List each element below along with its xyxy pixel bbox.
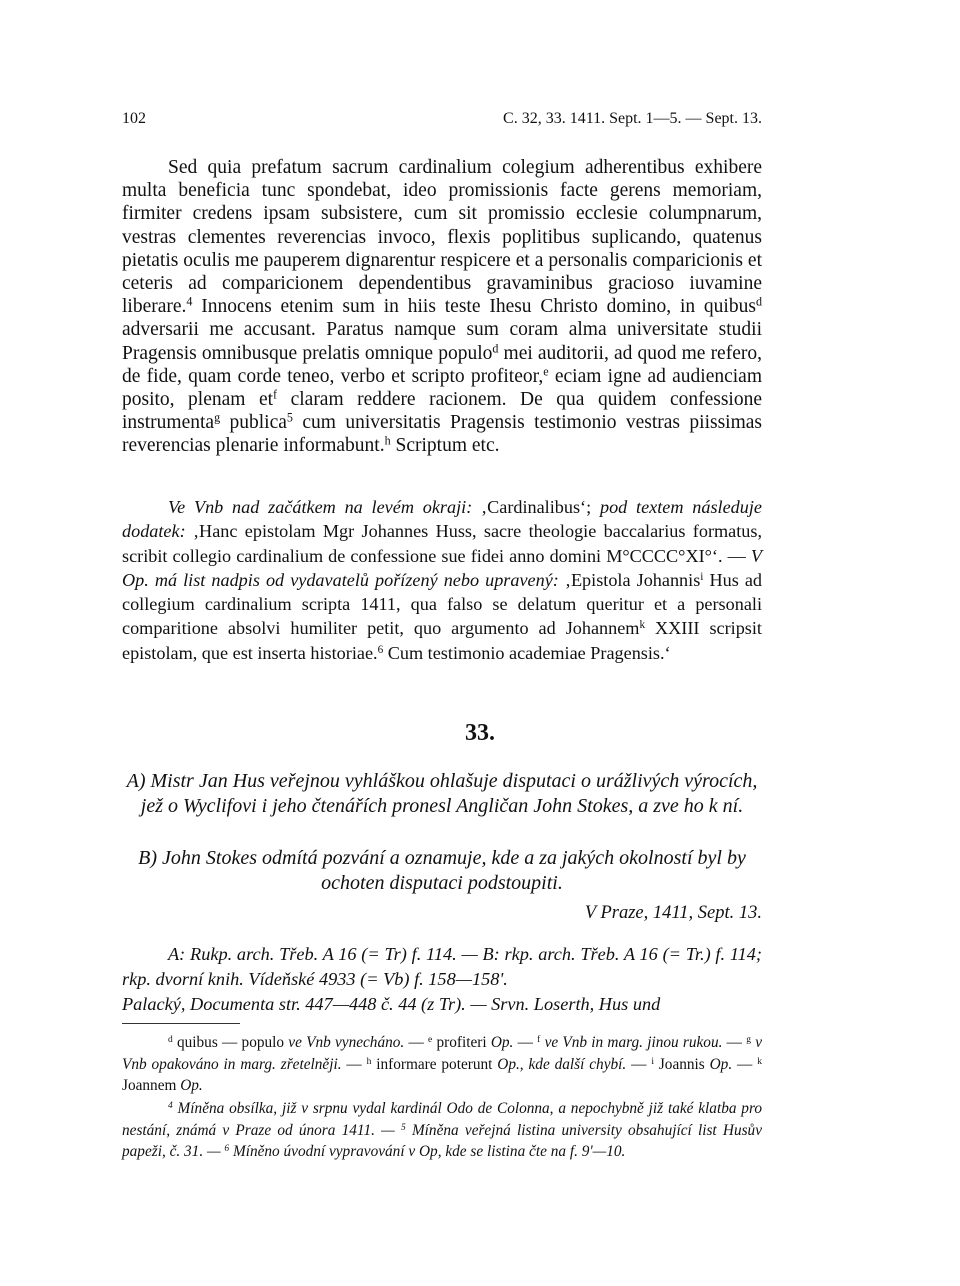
letter-text: Sed quia prefatum sacrum cardinalium colegium adherentibus exhibere multa beneficia tunc spondebat, ideo promissionis facte gerens memoriam, firmiter credens ipsam subsistere, cum sit promissio ecclesie columpnarum, vestras clementes reverencias invoco, flexis poplitibus suplicando, quatenus pietatis oculis me pauperem dignarentur respicere et a personalis comparicionis et ceteris ad comparicionem dependentibus gravaminibus gracioso iuvamine liberare.$^4$ Innocens etenim sum in hiis teste Ihesu Christo domino, in quibus$^d$ adversarii me accusant. Paratus namque sum coram alma universitate studii Pragensis omnibusque prelatis omnique populo$^d$ mei auditorii, ad quod me refero, de fide, quam corde teneo, verbo et scripto profiteor,$^e$ eciam igne ad audienciam posito, plenam $et^f$ claram reddere racionem. De qua quidem confessione instrumenta$^g$ publica$^5$ cum universitatis Pragensis testimonio vestras piissimas reverencias plenarie informabunt.$^h$ Scriptum etc. xyxy=(122,157,763,457)
editorial-note: Ve Vnb nad začátkem na levém okraji: ‚Cardinalibus‘; pod textem následuje dodatek: ‚Hanc epistolam Mgr Johannes Huss, sacre theologie baccalarius formatus, scribit collegio cardinalium de confessione sue fidei anno domini M°CCCC°XI°‘. — V Op. má list nadpis od vydavatelů pořízený nebo upravený: ‚Epistola Johannis$^i$ Hus ad collegium cardinalium scripta 1411, qua falso se delatum queritur et a personali comparitione absolvi humiliter petit, quo argumento ad Johannem$^k$ XXIII scripsit epistolam, que est inserta historiae.$^6$ Cum testimonio academiae Pragensis.‘ xyxy=(122,497,762,663)
footnotes-textual: $^d$ quibus — populo ve Vnb vynecháno. — $^e$ profiteri Op. — $^f$ ve Vnb in marg. jinou rukou. — $^g$ v Vnb opakováno in marg. zřetelněji. — $^h$ informare poterunt Op., kde další chybí. — $^i$ Joannis Op. — $^k$ Joannem Op. xyxy=(122,1034,762,1094)
section-title-b: B) John Stokes odmítá pozvání a oznamuje, kde a za jakých okolností byl by ochoten disputaci podstoupiti. xyxy=(138,847,746,895)
running-head: C. 32, 33. 1411. Sept. 1—5. — Sept. 13. xyxy=(503,110,762,127)
footnote-rule xyxy=(122,1023,240,1024)
section-title-a: A) Mistr Jan Hus veřejnou vyhláškou ohlašuje disputaci o urážlivých výrocích, jež o Wyclifovi i jeho čtenářích pronesl Angličan John Stokes, a zve ho k ní. xyxy=(126,770,758,818)
running-header xyxy=(122,110,762,132)
page-number: 102 xyxy=(122,110,146,127)
footnotes-explanatory: $^4$ Míněna obsílka, již v srpnu vydal kardinál Odo de Colonna, a nepochybně již také klatba pro nestání, známá v Praze od února 1411. — $^5$ Míněna veřejná listina university obsahující list Husův papeži, č. 31. — $^6$ Míněno úvodní vypravování v Op, kde se listina čte na f. 9'—10. xyxy=(122,1100,762,1160)
section-number: 33. xyxy=(465,720,495,746)
sources: A: Rukp. arch. Třeb. A 16 (= Tr) f. 114. — B: rkp. arch. Třeb. A 16 (= Tr.) f. 114; rkp. dvorní knih. Vídeňské 4933 (= Vb) f. 158—158'. Palacký, Documenta str. 447—448 č. 44 (z Tr). — Srvn. Loserth, Hus und xyxy=(122,944,762,1014)
dateline: V Praze, 1411, Sept. 13. xyxy=(584,903,762,923)
